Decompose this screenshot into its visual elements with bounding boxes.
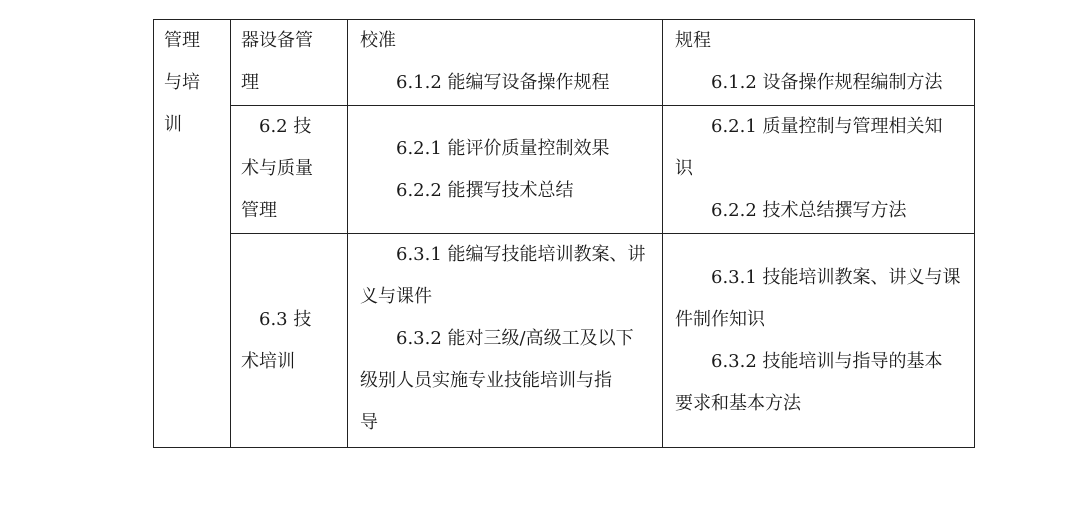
- unit-line: 器设备管: [241, 30, 313, 51]
- requirement-line: 校准: [360, 30, 396, 51]
- unit-cell: [231, 234, 348, 448]
- category-cell: [154, 20, 231, 448]
- knowledge-requirement-cell: [663, 20, 975, 106]
- category-line: 训: [164, 114, 182, 135]
- unit-line: 管理: [241, 200, 277, 222]
- knowledge-line: 6.2.2 技术总结撰写方法: [675, 200, 907, 222]
- skill-requirement-cell: [348, 234, 663, 448]
- knowledge-line: 要求和基本方法: [675, 392, 801, 414]
- unit-line: 6.2 技: [241, 116, 312, 138]
- knowledge-requirement-cell: [663, 234, 975, 448]
- knowledge-line: 识: [675, 158, 693, 180]
- requirement-line: 6.3.1 能编写技能培训教案、讲: [360, 244, 646, 266]
- skill-requirement-cell: [348, 20, 663, 106]
- unit-line: 理: [241, 72, 259, 93]
- requirement-line: 义与课件: [360, 286, 432, 308]
- category-line: 与培: [164, 72, 200, 93]
- knowledge-line: 件制作知识: [675, 308, 765, 330]
- table-row: [154, 234, 975, 448]
- standards-table: [153, 19, 975, 448]
- requirement-line: 6.2.1 能评价质量控制效果: [360, 137, 610, 159]
- unit-cell: [231, 106, 348, 234]
- unit-line: 术与质量: [241, 158, 313, 180]
- unit-line: 术培训: [241, 350, 295, 372]
- unit-cell: [231, 20, 348, 106]
- requirement-line: 6.1.2 能编写设备操作规程: [360, 72, 610, 93]
- category-line: 管理: [164, 30, 200, 51]
- table-row: [154, 20, 975, 106]
- requirement-line: 6.3.2 能对三级/高级工及以下: [360, 328, 634, 350]
- requirement-line: 导: [360, 412, 378, 434]
- requirement-line: 6.2.2 能撰写技术总结: [360, 179, 574, 201]
- unit-line: 6.3 技: [241, 308, 312, 330]
- knowledge-line: 6.3.2 技能培训与指导的基本: [675, 350, 943, 372]
- table-row: [154, 106, 975, 234]
- skill-requirement-cell: [348, 106, 663, 234]
- knowledge-line: 规程: [675, 30, 711, 51]
- knowledge-line: 6.3.1 技能培训教案、讲义与课: [675, 266, 961, 288]
- requirement-line: 级别人员实施专业技能培训与指: [360, 370, 612, 392]
- knowledge-line: 6.1.2 设备操作规程编制方法: [675, 72, 943, 93]
- knowledge-requirement-cell: [663, 106, 975, 234]
- knowledge-line: 6.2.1 质量控制与管理相关知: [675, 116, 943, 138]
